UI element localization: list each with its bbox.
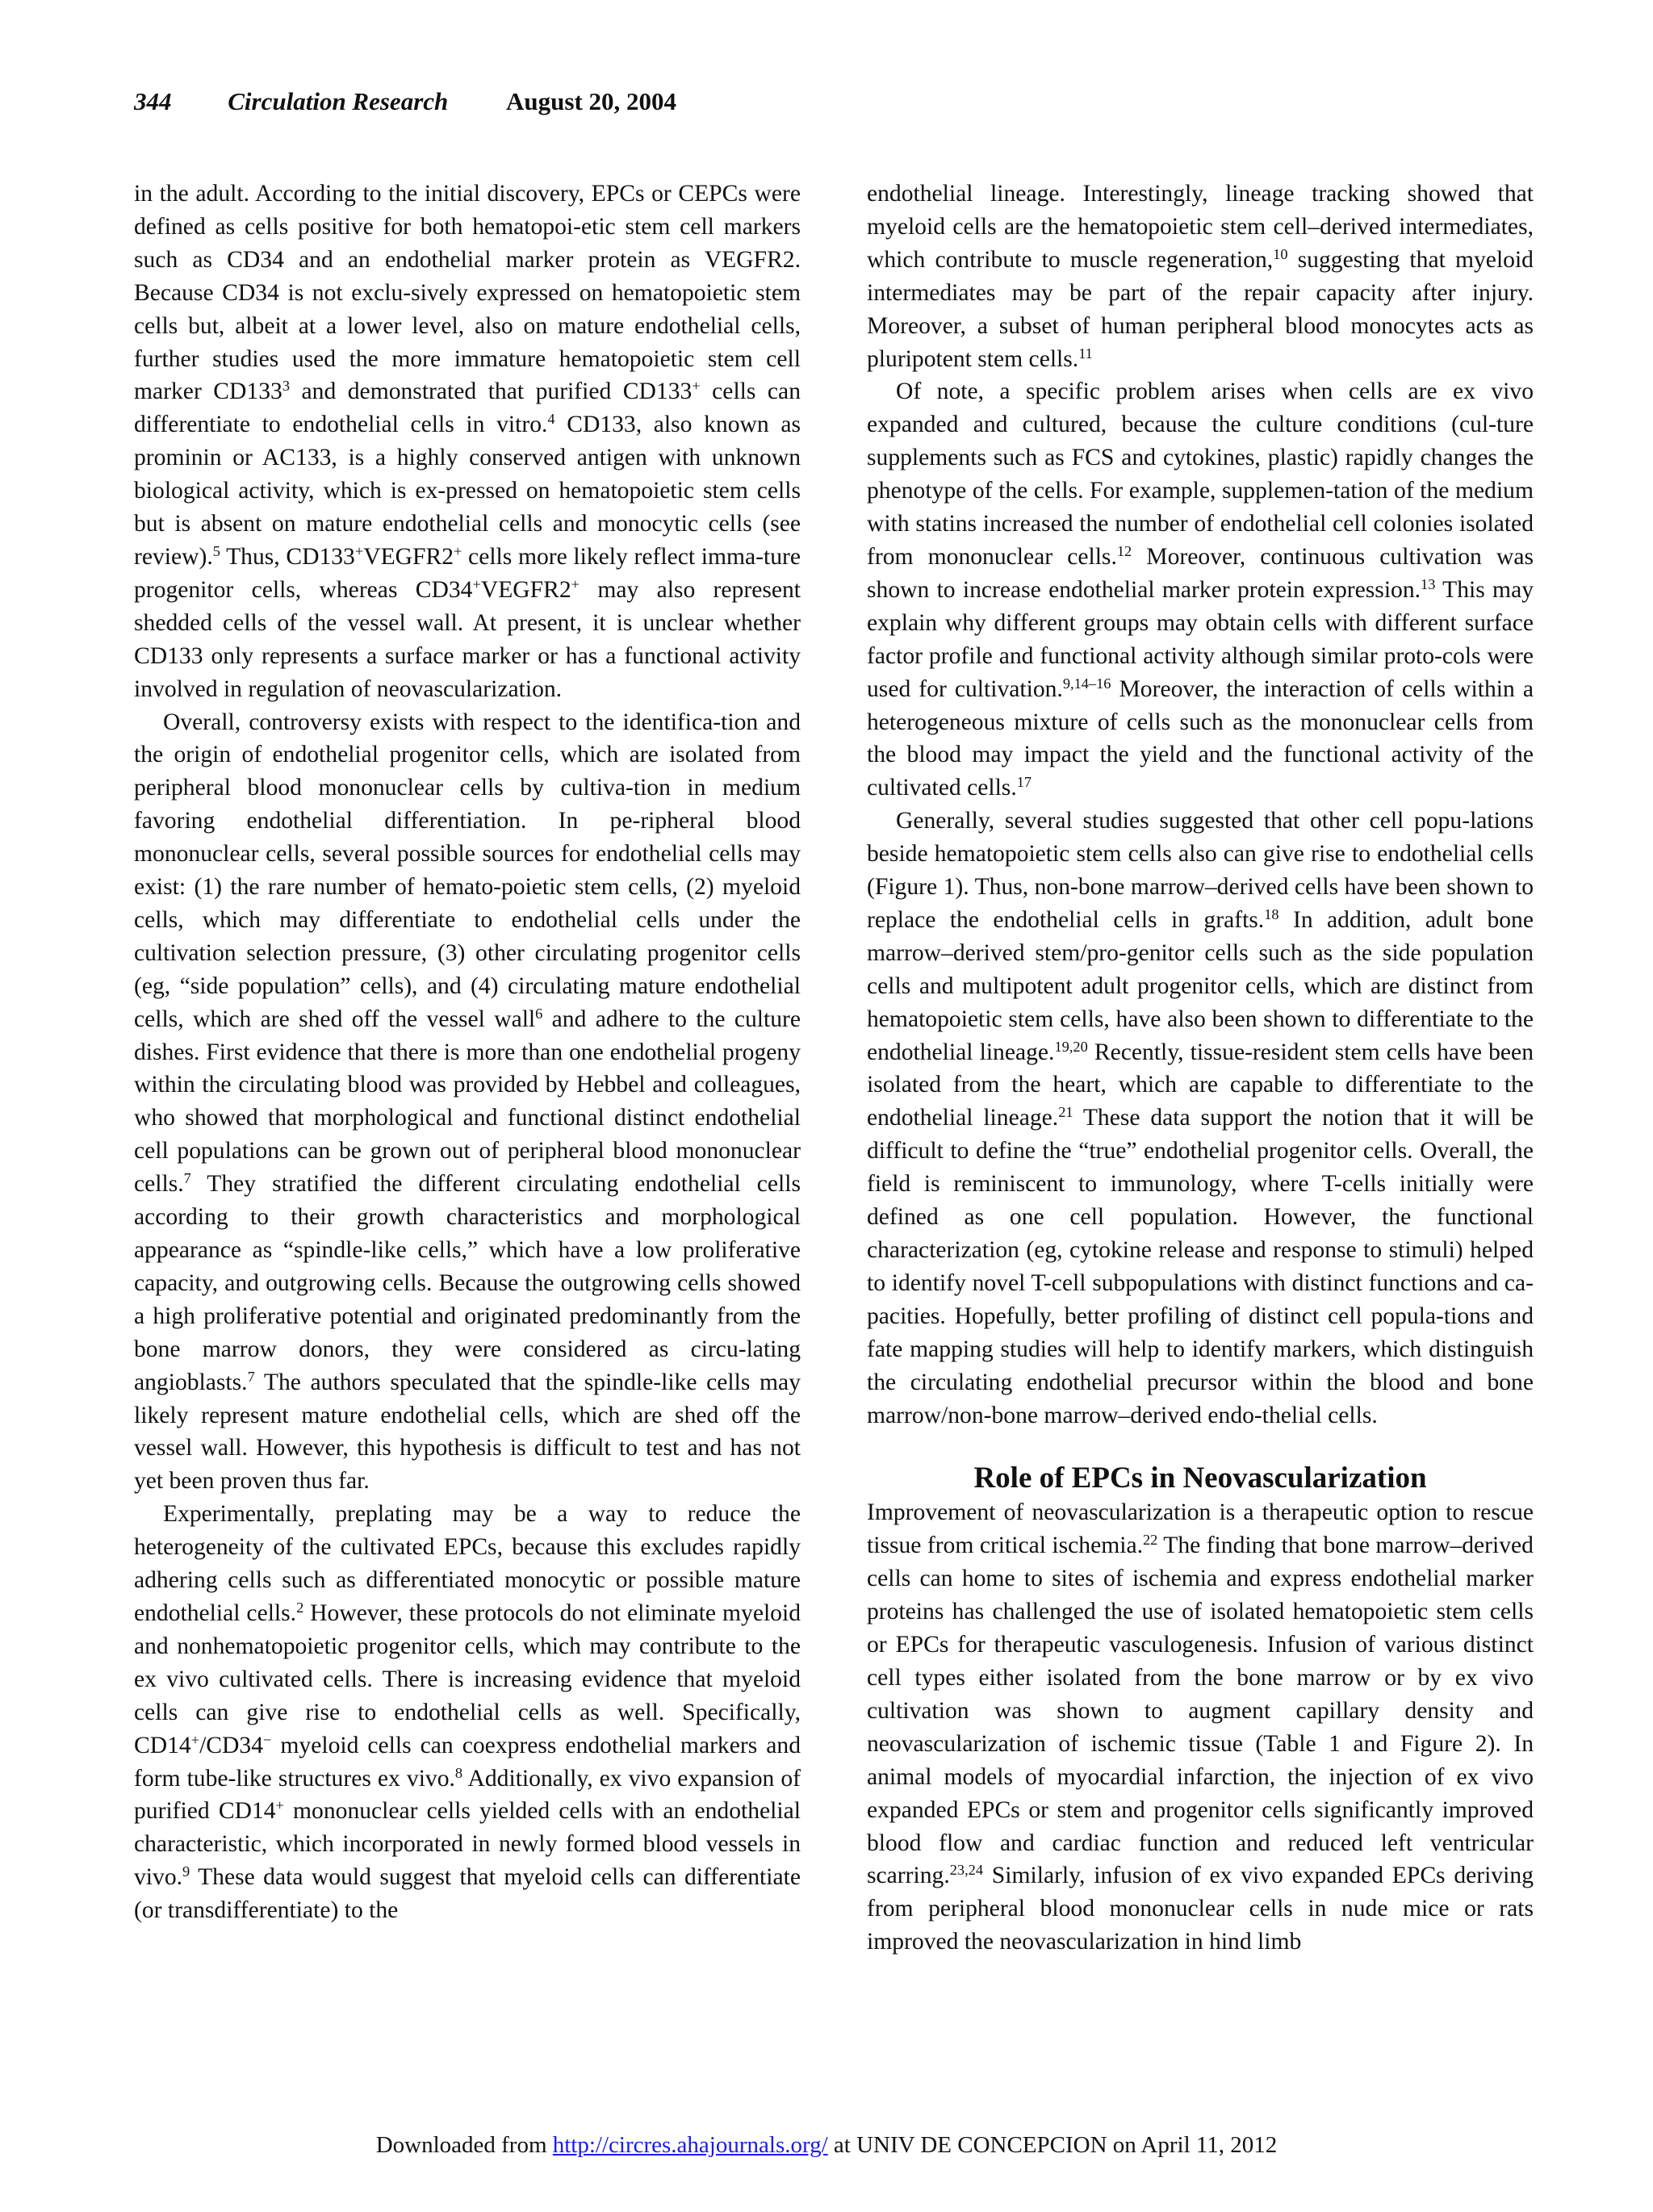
left-column	[134, 178, 801, 1927]
paragraph: Experimentally, preplating may be a way to reduce the heterogeneity of the cultivated EPCs, because this excludes rapidly adhering cells such as differentiated monocytic or possible mature endothelial cells.$^2$ However, these protocols do not eliminate myeloid and nonhematopoietic progenitor cells, which may contribute to the ex vivo cultivated cells. There is increasing evidence that myeloid cells can give rise to endothelial cells as well. Specifically, CD14+/CD34− myeloid cells can coexpress endothelial markers and form tube-like structures ex vivo.$^8$ Additionally, ex vivo expansion of purified CD14+ mononuclear cells yielded cells with an endothelial characteristic, which incorporated in newly formed blood vessels in vivo.$^9$ These data would suggest that myeloid cells can differentiate (or transdifferentiate) to the	[134, 1501, 801, 1924]
paragraph: Of note, a specific problem arises when cells are ex vivo expanded and cultured, because the culture conditions (cul-ture supplements such as FCS and cytokines, plastic) rapidly changes the phenotype of the cells. For example, supplemen-tation of the medium with statins increased the number of endothelial cell colonies isolated from mononuclear cells.$^{12}$ Moreover, continuous cultivation was shown to increase endothelial marker protein expression.$^{13}$ This may explain why different groups may obtain cells with different surface factor profile and functional activity although similar proto-cols were used for cultivation.$^{9,14-16}$ Moreover, the interaction of cells within a heterogeneous mixture of cells such as the mononuclear cells from the blood may impact the yield and the functional activity of the cultivated cells.$^{17}$	[867, 378, 1534, 801]
footer-prefix: Downloaded from	[375, 2132, 553, 2158]
citation: 5	[212, 542, 220, 559]
footer-suffix: at UNIV DE CONCEPCION on April 11, 2012	[827, 2132, 1278, 2158]
page-number: 344	[134, 87, 172, 115]
citation: 6	[535, 1005, 543, 1022]
right-column	[867, 178, 1534, 1959]
citation: 22	[1143, 1532, 1158, 1549]
section-heading: Role of EPCs in Neovascularization	[973, 1461, 1427, 1495]
paragraph: Improvement of neovascularization is a therapeutic option to rescue tissue from critical ischemia.$^{22}$ The finding that bone marrow–derived cells can home to sites of ischemia and express endothelial marker proteins has challenged the use of isolated hematopoietic stem cells or EPCs for therapeutic vasculogenesis. Infusion of various distinct cell types either isolated from the bone marrow or by ex vivo cultivation was shown to augment capillary density and neovascularization of ischemic tissue (Table 1 and Figure 2). In animal models of myocardial infarction, the injection of ex vivo expanded EPCs or stem and progenitor cells significantly improved blood flow and cardiac function and reduced left ventricular scarring.$^{23,24}$ Similarly, infusion of ex vivo expanded EPCs deriving from peripheral blood mononuclear cells in nude mice or rats improved the neovascularization in hind limb	[867, 1499, 1534, 1955]
citation: 13	[1421, 575, 1436, 592]
citation: 11	[1078, 345, 1093, 362]
citation: 7	[183, 1170, 191, 1187]
journal-link[interactable]: http://circres.ahajournals.org/	[552, 2132, 828, 2158]
citation: 23,24	[949, 1862, 983, 1879]
citation: 18	[1264, 905, 1279, 922]
paragraph: endothelial lineage. Interestingly, lineage tracking showed that myeloid cells are the hematopoietic stem cell–derived intermediates, which contribute to muscle regeneration,$^{10}$ suggesting that myeloid intermediates may be part of the repair capacity after injury. Moreover, a subset of human peripheral blood monocytes acts as pluripotent stem cells.$^{11}$	[867, 181, 1534, 372]
citation: 7	[247, 1368, 255, 1385]
citation: 12	[1116, 542, 1132, 559]
paragraph: in the adult. According to the initial discovery, EPCs or CEPCs were defined as cells positive for both hematopoi-etic stem cell markers such as CD34 and an endothelial marker protein as VEGFR2. Because CD34 is not exclu-sively expressed on hematopoietic stem cells but, albeit at a lower level, also on mature endothelial cells, further studies used the more immature hematopoietic stem cell marker $CD133^3$ and demonstrated that purified CD133+ cells can differentiate to endothelial cells in vitro.$^4$ CD133, also known as prominin or AC133, is a highly conserved antigen with unknown biological activity, which is ex-pressed on hematopoietic stem cells but is absent on mature endothelial cells and monocytic cells (see review).$^5$ Thus, CD133+VEGFR2+ cells more likely reflect imma-ture progenitor cells, whereas CD34+VEGFR2+ may also represent shedded cells of the vessel wall. At present, it is unclear whether CD133 only represents a surface marker or has a functional activity involved in regulation of neovascularization.	[134, 181, 801, 702]
journal-title: Circulation Research	[228, 87, 449, 115]
citation: 19,20	[1054, 1038, 1088, 1055]
citation: 9,14–16	[1062, 675, 1111, 692]
issue-date: August 20, 2004	[506, 87, 677, 115]
paragraph: Generally, several studies suggested that other cell popu-lations beside hematopoietic stem cells also can give rise to endothelial cells (Figure 1). Thus, non-bone marrow–derived cells have been shown to replace the endothelial cells in grafts.$^{18}$ In addition, adult bone marrow–derived stem/pro-genitor cells such as the side population cells and multipotent adult progenitor cells, which are distinct from hematopoietic stem cells, have also been shown to differentiate to the endothelial lineage.$^{19,20}$ Recently, tissue-resident stem cells have been isolated from the heart, which are capable to differentiate to the endothelial lineage.$^{21}$ These data support the notion that it will be difficult to define the “true” endothelial progenitor cells. Overall, the field is reminiscent to immunology, where T-cells initially were defined as one cell population. However, the functional characterization (eg, cytokine release and response to stimuli) helped to identify novel T-cell subpopulations with distinct functions and ca-pacities. Hopefully, better profiling of distinct cell popula-tions and fate mapping studies will help to identify markers, which distinguish the circulating endothelial precursor within the blood and bone marrow/non-bone marrow–derived endo-thelial cells.	[867, 808, 1534, 1428]
download-footer	[0, 2132, 1653, 2159]
citation: 10	[1273, 245, 1288, 262]
citation: 3	[282, 378, 290, 395]
citation: 8	[454, 1764, 463, 1781]
paragraph: Overall, controversy exists with respect to the identifica-tion and the origin of endothelial progenitor cells, which are isolated from peripheral blood mononuclear cells by cultiva-tion in medium favoring endothelial differentiation. In pe-ripheral blood mononuclear cells, several possible sources for endothelial cells may exist: (1) the rare number of hemato-poietic stem cells, (2) myeloid cells, which may differentiate to endothelial cells under the cultivation selection pressure, (3) other circulating progenitor cells (eg, “side population” cells), and (4) circulating mature endothelial cells, which are shed off the vessel wall$^6$ and adhere to the culture dishes. First evidence that there is more than one endothelial progeny within the circulating blood was provided by Hebbel and colleagues, who showed that morphological and functional distinct endothelial cell populations can be grown out of peripheral blood mononuclear cells.$^7$ They stratified the different circulating endothelial cells according to their growth characteristics and morphological appearance as “spindle-like cells,” which have a low proliferative capacity, and outgrowing cells. Because the outgrowing cells showed a high proliferative potential and originated predominantly from the bone marrow donors, they were considered as circu-lating angioblasts.$^7$ The authors speculated that the spindle-like cells may likely represent mature endothelial cells, which are shed off the vessel wall. However, this hypothesis is difficult to test and has not yet been proven thus far.	[134, 709, 801, 1495]
citation: 21	[1058, 1104, 1073, 1121]
citation: 2	[296, 1599, 304, 1616]
citation: 9	[182, 1863, 190, 1880]
citation: 4	[547, 411, 555, 428]
citation: 17	[1016, 774, 1032, 791]
running-header	[134, 87, 676, 116]
